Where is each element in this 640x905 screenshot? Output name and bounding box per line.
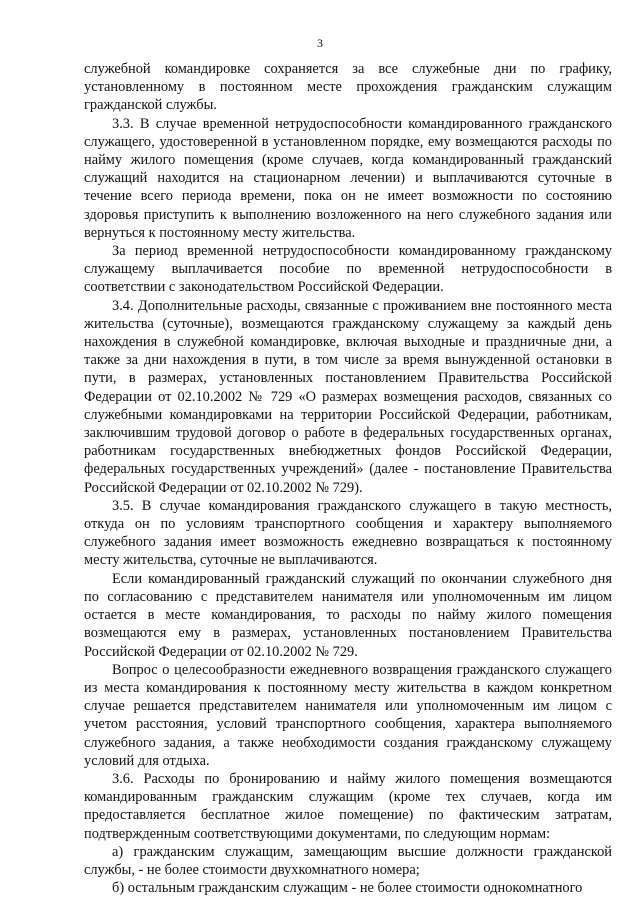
list-item-a: а) гражданским служащим, замещающим высшие должности гражданской службы, - не более стоимости двухкомнатного номера; bbox=[84, 843, 612, 878]
paragraph-housing-reimbursement: Если командированный гражданский служащий по окончании служебного дня по согласованию с представителем нанимателя или уполномоченным им лицом остается в месте командирования, то расходы по найму жилого помещения возмещаются ему в размерах, установленных постановлением Правительства Российской Федерации от 02.10.2002 № 729. bbox=[84, 570, 612, 660]
paragraph-temporary-disability-benefit: За период временной нетрудоспособности командированному гражданскому служащему выплачивается пособие по временной нетрудоспособности в соответствии с законодательством Российской Федерации. bbox=[84, 243, 612, 296]
paragraph-3-4: 3.4. Дополнительные расходы, связанные с проживанием вне постоянного места жительства (суточные), возмещаются гражданскому служащему за каждый день нахождения в служебной командировке, включая выходные и праздничные дни, а также за дни нахождения в пути, в том числе за время вынужденной остановки в пути, в размерах, установленных постановлением Правительства Российской Федерации от 02.10.2002 № 729 «О размерах возмещения расходов, связанных со служебными командировками на территории Российской Федерации, работникам, заключившим трудовой договор о работе в федеральных государственных органах, работникам государственных внебюджетных фондов Российской Федерации, федеральных государственных учреждений» (далее - постановление Правительства Российской Федерации от 02.10.2002 № 729). bbox=[84, 297, 612, 496]
document-body bbox=[84, 60, 612, 897]
paragraph-continuation: служебной командировке сохраняется за все служебные дни по графику, установленному в постоянном месте прохождения гражданским служащим гражданской службы. bbox=[84, 61, 612, 114]
paragraph-3-6: 3.6. Расходы по бронированию и найму жилого помещения возмещаются командированным гражданским служащим (кроме тех случаев, когда им предоставляется бесплатное жилое помещение) по фактическим затратам, подтвержденным соответствующими документами, по следующим нормам: bbox=[84, 770, 612, 842]
page-number: 3 bbox=[317, 36, 323, 50]
list-item-b: б) остальным гражданским служащим - не более стоимости однокомнатного bbox=[112, 880, 583, 897]
paragraph-daily-return-question: Вопрос о целесообразности ежедневного возвращения гражданского служащего из места командирования к постоянному месту жительства в каждом конкретном случае решается представителем нанимателя или уполномоченным им лицом с учетом расстояния, условий транспортного сообщения, характера выполняемого служебного задания, а также необходимости создания гражданскому служащему условий для отдыха. bbox=[84, 661, 612, 769]
paragraph-3-3: 3.3. В случае временной нетрудоспособности командированного гражданского служащего, удостоверенной в установленном порядке, ему возмещаются расходы по найму жилого помещения (кроме случаев, когда командированный гражданский служащий находится на стационарном лечении) и выплачиваются суточные в течение всего периода времени, пока он не имеет возможности по состоянию здоровья приступить к выполнению возложенного на него служебного задания или вернуться к постоянному месту жительства. bbox=[84, 115, 612, 241]
paragraph-3-5: 3.5. В случае командирования гражданского служащего в такую местность, откуда он по условиям транспортного сообщения и характеру выполняемого служебного задания имеет возможность ежедневно возвращаться к постоянному месту жительства, суточные не выплачиваются. bbox=[84, 497, 612, 569]
